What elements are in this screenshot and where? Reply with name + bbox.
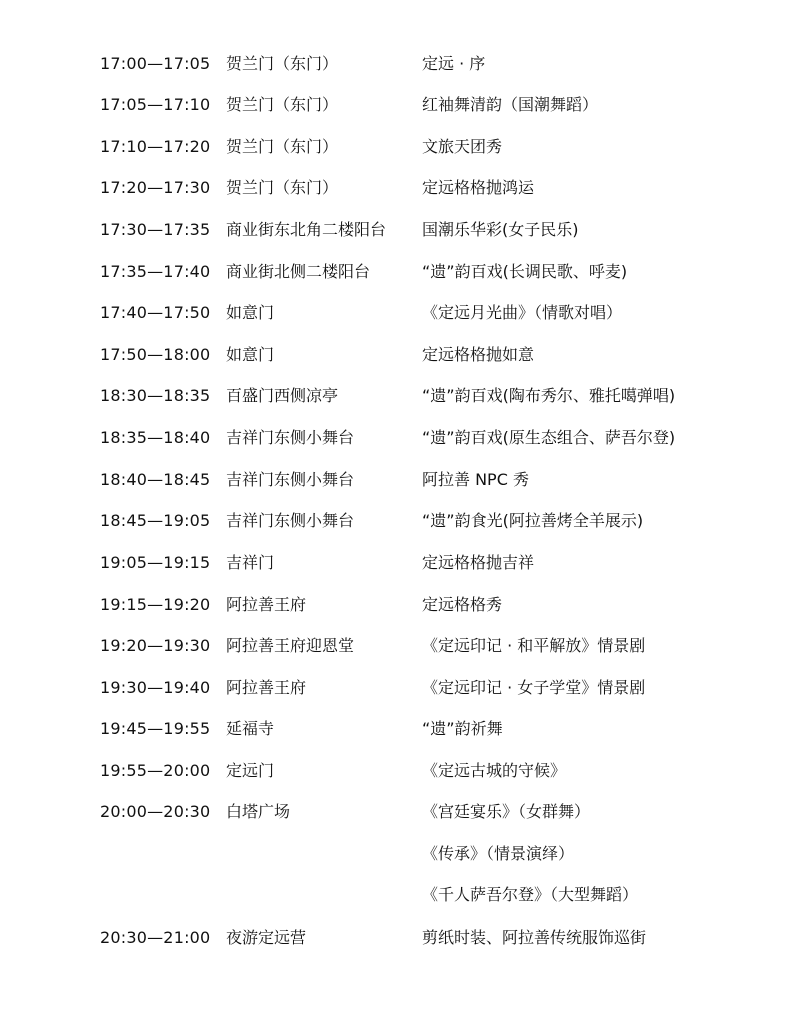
schedule-row bbox=[0, 214, 800, 246]
schedule-row bbox=[0, 422, 800, 454]
row-time: 19:45—19:55 bbox=[100, 719, 211, 738]
schedule-row bbox=[0, 339, 800, 371]
row-program: 阿拉善 NPC 秀 bbox=[422, 470, 529, 489]
row-program: 定远格格秀 bbox=[422, 595, 503, 614]
row-time: 17:20—17:30 bbox=[100, 178, 211, 197]
row-time: 17:10—17:20 bbox=[100, 137, 211, 156]
schedule-row bbox=[0, 672, 800, 704]
row-time: 17:50—18:00 bbox=[100, 345, 211, 364]
row-program: 《千人萨吾尔登》（大型舞蹈） bbox=[422, 885, 639, 904]
schedule-row bbox=[0, 879, 800, 911]
schedule-row bbox=[0, 713, 800, 745]
row-program: 文旅天团秀 bbox=[422, 137, 503, 156]
schedule-row bbox=[0, 256, 800, 288]
row-venue: 百盛门西侧凉亭 bbox=[226, 386, 339, 405]
schedule-row bbox=[0, 380, 800, 412]
row-venue: 吉祥门东侧小舞台 bbox=[226, 428, 355, 447]
schedule-row bbox=[0, 547, 800, 579]
row-time: 17:05—17:10 bbox=[100, 95, 211, 114]
row-program: 《定远印记 · 和平解放》情景剧 bbox=[422, 636, 646, 655]
row-time: 17:30—17:35 bbox=[100, 220, 211, 239]
row-program: “遗”韵百戏(原生态组合、萨吾尔登) bbox=[422, 428, 676, 447]
schedule-row bbox=[0, 630, 800, 662]
row-venue: 贺兰门（东门） bbox=[226, 178, 339, 197]
row-venue: 白塔广场 bbox=[226, 802, 291, 821]
row-time: 17:40—17:50 bbox=[100, 303, 211, 322]
row-venue: 贺兰门（东门） bbox=[226, 137, 339, 156]
row-program: 定远 · 序 bbox=[422, 54, 486, 73]
row-time: 19:30—19:40 bbox=[100, 678, 211, 697]
row-program: 定远格格抛吉祥 bbox=[422, 553, 535, 572]
row-program: 定远格格抛鸿运 bbox=[422, 178, 535, 197]
row-venue: 延福寺 bbox=[226, 719, 275, 738]
row-time: 18:45—19:05 bbox=[100, 511, 211, 530]
row-venue: 贺兰门（东门） bbox=[226, 54, 339, 73]
row-venue: 商业街东北角二楼阳台 bbox=[226, 220, 387, 239]
schedule-row bbox=[0, 796, 800, 828]
row-time: 19:20—19:30 bbox=[100, 636, 211, 655]
row-program: 《定远古城的守候》 bbox=[422, 761, 567, 780]
row-time: 19:15—19:20 bbox=[100, 595, 211, 614]
row-time: 18:30—18:35 bbox=[100, 386, 211, 405]
row-program: 《宫廷宴乐》（女群舞） bbox=[422, 802, 591, 821]
row-venue: 阿拉善王府 bbox=[226, 595, 307, 614]
row-time: 17:00—17:05 bbox=[100, 54, 211, 73]
row-venue: 贺兰门（东门） bbox=[226, 95, 339, 114]
row-venue: 如意门 bbox=[226, 303, 275, 322]
schedule-row bbox=[0, 172, 800, 204]
row-venue: 定远门 bbox=[226, 761, 275, 780]
schedule-row bbox=[0, 505, 800, 537]
row-program: 《定远印记 · 女子学堂》情景剧 bbox=[422, 678, 646, 697]
schedule-row bbox=[0, 131, 800, 163]
row-program: 《定远月光曲》（情歌对唱） bbox=[422, 303, 623, 322]
row-time: 20:00—20:30 bbox=[100, 802, 211, 821]
schedule-row bbox=[0, 89, 800, 121]
row-venue: 阿拉善王府迎恩堂 bbox=[226, 636, 355, 655]
row-program: “遗”韵食光(阿拉善烤全羊展示) bbox=[422, 511, 644, 530]
schedule-row bbox=[0, 922, 800, 954]
row-program: “遗”韵百戏(长调民歌、呼麦) bbox=[422, 262, 628, 281]
row-program: 国潮乐华彩(女子民乐) bbox=[422, 220, 579, 239]
row-program: “遗”韵祈舞 bbox=[422, 719, 503, 738]
row-program: 剪纸时装、阿拉善传统服饰巡街 bbox=[422, 928, 647, 947]
row-time: 19:55—20:00 bbox=[100, 761, 211, 780]
schedule-row bbox=[0, 297, 800, 329]
row-venue: 如意门 bbox=[226, 345, 275, 364]
row-time: 18:40—18:45 bbox=[100, 470, 211, 489]
row-venue: 吉祥门东侧小舞台 bbox=[226, 470, 355, 489]
row-venue: 吉祥门 bbox=[226, 553, 275, 572]
schedule-row bbox=[0, 48, 800, 80]
schedule-row bbox=[0, 464, 800, 496]
row-program: 定远格格抛如意 bbox=[422, 345, 535, 364]
row-time: 20:30—21:00 bbox=[100, 928, 211, 947]
row-venue: 阿拉善王府 bbox=[226, 678, 307, 697]
row-venue: 夜游定远营 bbox=[226, 928, 307, 947]
row-venue: 商业街北侧二楼阳台 bbox=[226, 262, 371, 281]
row-time: 18:35—18:40 bbox=[100, 428, 211, 447]
schedule-row bbox=[0, 589, 800, 621]
row-venue: 吉祥门东侧小舞台 bbox=[226, 511, 355, 530]
row-program: 《传承》（情景演绎） bbox=[422, 844, 575, 863]
row-program: 红袖舞清韵（国潮舞蹈） bbox=[422, 95, 599, 114]
schedule-row bbox=[0, 838, 800, 870]
row-time: 17:35—17:40 bbox=[100, 262, 211, 281]
row-time: 19:05—19:15 bbox=[100, 553, 211, 572]
row-program: “遗”韵百戏(陶布秀尔、雅托噶弹唱) bbox=[422, 386, 676, 405]
schedule-row bbox=[0, 755, 800, 787]
